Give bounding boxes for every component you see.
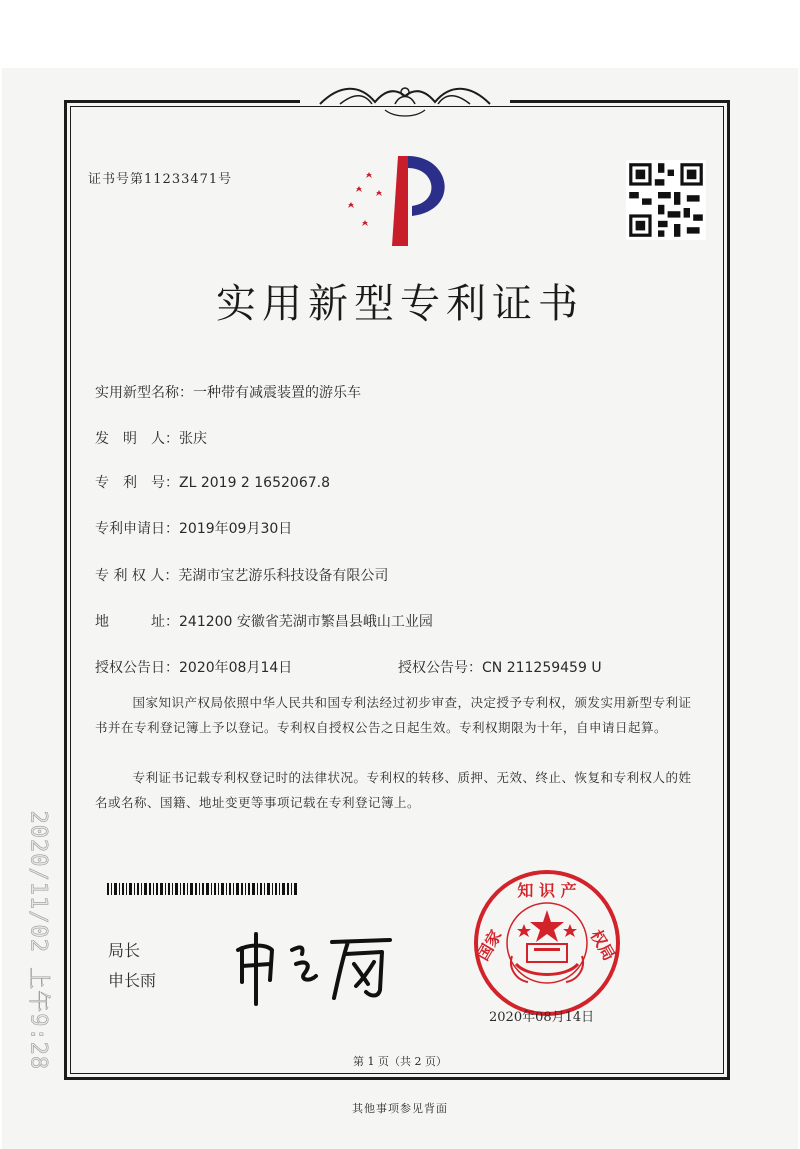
director-title: 局长 xyxy=(108,941,141,960)
patent-number: ZL 2019 2 1652067.8 xyxy=(179,475,330,491)
filing-date: 2019年09月30日 xyxy=(179,521,293,537)
field-label: 授权公告号： xyxy=(398,660,482,676)
top-ornament-icon xyxy=(300,74,510,124)
certificate-number: 证书号第11233471号 xyxy=(88,172,233,187)
svg-text:知 识 产: 知 识 产 xyxy=(517,881,577,900)
patent-office-logo-icon xyxy=(336,150,466,250)
utility-model-name-row xyxy=(95,382,361,402)
footer-note: 其他事项参见背面 xyxy=(352,1102,448,1115)
inventor-name: 张庆 xyxy=(179,431,207,447)
grant-date: 2020年08月14日 xyxy=(179,660,293,676)
legal-status-paragraph: 专利证书记载专利权登记时的法律状况。专利权的转移、质押、无效、终止、恢复和专利权人的姓名或名称、国籍、地址变更等事项记载在专利登记簿上。 xyxy=(95,770,692,810)
field-label: 专 利 权 人： xyxy=(95,568,179,584)
svg-text:权局: 权局 xyxy=(586,926,619,964)
page-number: 第 1 页（共 2 页） xyxy=(353,1055,447,1068)
filing-date-row xyxy=(95,518,292,538)
photo-timestamp: 2020/11/02 上午9:28 xyxy=(25,810,51,1071)
address-row xyxy=(95,611,433,631)
field-label: 发 明 人： xyxy=(95,431,179,447)
certificate-title: 实用新型专利证书 xyxy=(216,281,584,327)
barcode-icon xyxy=(107,883,297,895)
field-label: 地 址： xyxy=(95,614,179,630)
patentee-row xyxy=(95,565,388,585)
qr-code-icon xyxy=(626,160,706,240)
grant-number-row xyxy=(398,657,602,677)
field-label: 专利申请日： xyxy=(95,521,179,537)
field-label: 实用新型名称： xyxy=(95,385,193,401)
patentee-name: 芜湖市宝艺游乐科技设备有限公司 xyxy=(178,568,389,584)
seal-date: 2020年08月14日 xyxy=(489,1010,595,1025)
svg-text:国家: 国家 xyxy=(473,926,506,964)
director-name: 申长雨 xyxy=(108,971,157,990)
inventor-row xyxy=(95,428,207,448)
utility-model-name: 一种带有减震装置的游乐车 xyxy=(193,385,361,401)
grant-statement-paragraph: 国家知识产权局依照中华人民共和国专利法经过初步审查，决定授予专利权，颁发实用新型专利证书并在专利登记簿上予以登记。专利权自授权公告之日起生效。专利权期限为十年，自申请日起算。 xyxy=(95,695,692,735)
address: 241200 安徽省芜湖市繁昌县峨山工业园 xyxy=(179,614,433,630)
official-seal-icon xyxy=(472,868,622,1018)
patent-number-row xyxy=(95,472,330,492)
field-label: 专 利 号： xyxy=(95,475,179,491)
grant-date-row xyxy=(95,657,292,677)
handwritten-signature-icon xyxy=(230,920,400,1010)
grant-number: CN 211259459 U xyxy=(482,660,602,676)
field-label: 授权公告日： xyxy=(95,660,179,676)
